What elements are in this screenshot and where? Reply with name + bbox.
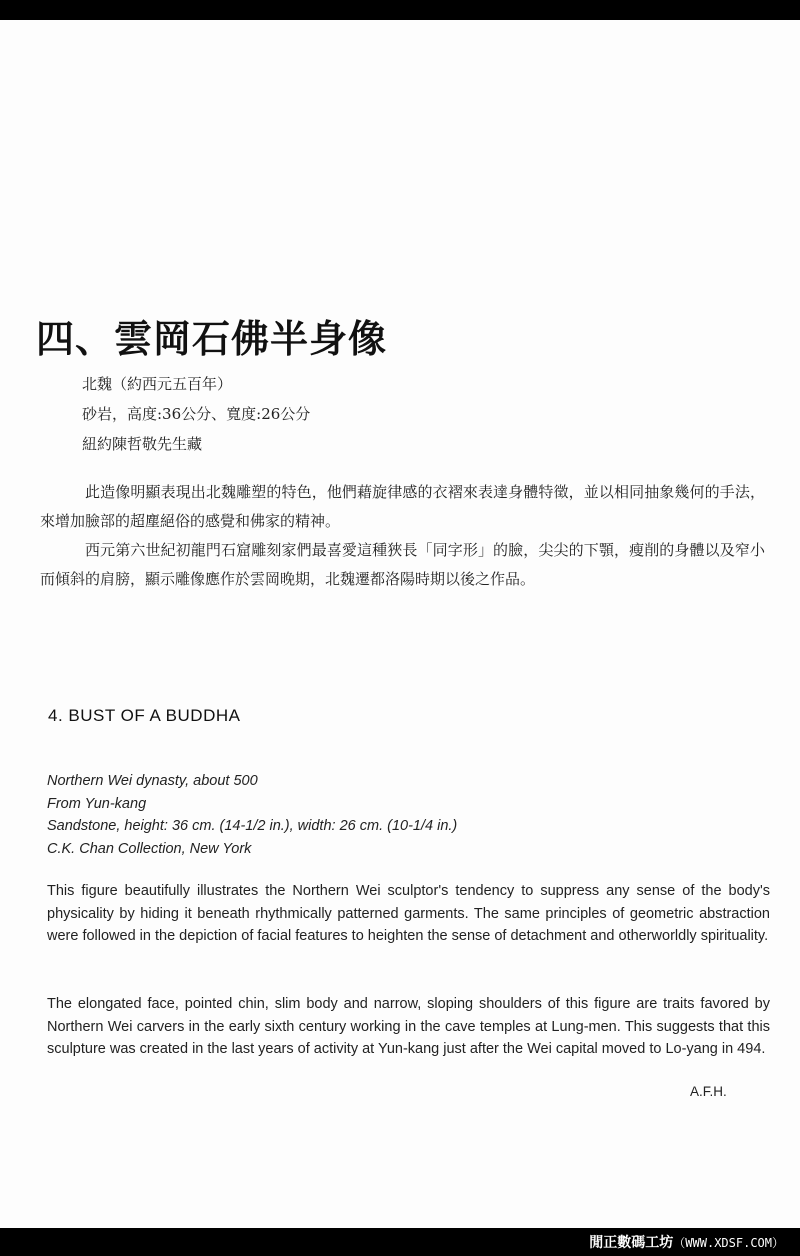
chinese-material: 砂岩，高度:36公分、寬度:26公分: [82, 405, 311, 423]
english-material: Sandstone, height: 36 cm. (14-1/2 in.), width: 26 cm. (10-1/4 in.): [47, 818, 458, 834]
watermark-url: （WWW.XDSF.COM）: [673, 1236, 784, 1250]
watermark: [589, 1232, 784, 1252]
chinese-collection: 紐約陳哲敬先生藏: [82, 435, 203, 453]
document-page: [0, 20, 800, 1228]
chinese-paragraph: 西元第六世紀初龍門石窟雕刻家們最喜愛這種狹長「同字形」的臉，尖尖的下顎，瘦削的身體以及窄小而傾斜的肩膀，顯示雕像應作於雲岡晚期，北魏遷都洛陽時期以後之作品。: [40, 541, 765, 588]
watermark-name: 閒正數碼工坊: [589, 1235, 674, 1251]
english-dynasty: Northern Wei dynasty, about 500: [47, 773, 258, 789]
english-provenance: From Yun-kang: [47, 795, 147, 812]
english-title: 4. BUST OF A BUDDHA: [48, 706, 241, 725]
chinese-title: 四、雲岡石佛半身像: [36, 316, 388, 361]
english-collection: C.K. Chan Collection, New York: [47, 840, 252, 857]
author-signature: A.F.H.: [690, 1084, 727, 1099]
english-paragraph: This figure beautifully illustrates the Northern Wei sculptor's tendency to suppress any sense of the body's physicality by hiding it beneath rhythmically patterned garments. The same principles of geometric abstraction were followed in the depiction of facial features to heighten the sense of detachment and otherworldly spirituality.: [47, 883, 770, 944]
english-paragraph: The elongated face, pointed chin, slim body and narrow, sloping shoulders of this figure are traits favored by Northern Wei carvers in the early sixth century working in the cave temples at Lung-men. This suggests that this sculpture was created in the last years of activity at Yun-kang just after the Wei capital moved to Lo-yang in 494.: [47, 996, 770, 1057]
english-meta-block: [47, 770, 457, 860]
chinese-paragraph: 此造像明顯表現出北魏雕塑的特色，他們藉旋律感的衣褶來表達身體特徵，並以相同抽象幾何的手法，來增加臉部的超塵絕俗的感覺和佛家的精神。: [40, 483, 765, 530]
chinese-dynasty: 北魏（約西元五百年）: [82, 375, 233, 393]
